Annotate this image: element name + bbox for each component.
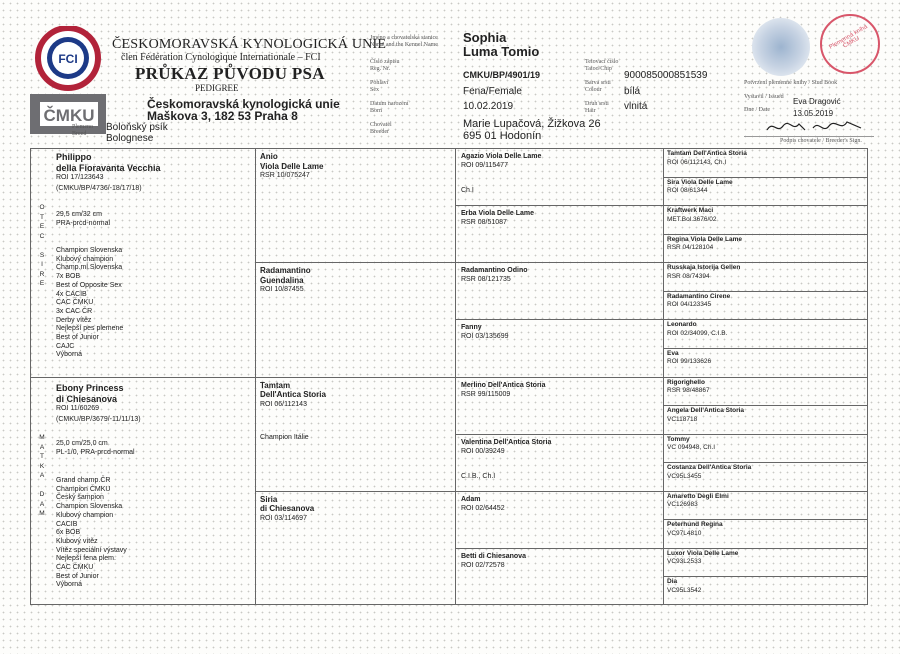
ancestor-reg: ROI 03/114697 xyxy=(260,514,307,522)
ancestor-reg: MET.Bol.3676/02 xyxy=(667,215,717,223)
great-grandparent-cell xyxy=(461,152,657,170)
ancestor-reg: ROI 06/112143 xyxy=(260,400,307,408)
side-letter: K xyxy=(39,462,45,470)
ancestor-name: Dell'Antica Storia xyxy=(260,390,326,399)
gen4-ancestor-cell xyxy=(667,464,864,481)
logo-fci-text: FCI xyxy=(58,52,78,66)
gen4-ancestor-cell xyxy=(667,293,864,310)
dog-breeder-line-2: 695 01 Hodonín xyxy=(463,130,542,142)
ancestor-name: Regina Viola Delle Lame xyxy=(667,235,743,243)
org-member: člen Fédération Cynologique Internationale – FCI xyxy=(121,52,321,63)
ancestor-reg: VC 094948, Ch.I xyxy=(667,444,716,452)
label-date: Dne / Date xyxy=(744,107,770,113)
ancestor-name: Kraftwerk Maci xyxy=(667,207,714,215)
dam-name-2: di Chiesanova xyxy=(56,393,118,404)
side-label-sire xyxy=(37,203,47,289)
ancestor-name: Anio xyxy=(260,152,278,161)
dam-title-line: Klubový champion xyxy=(56,511,114,519)
dog-born: 10.02.2019 xyxy=(463,101,514,112)
label-reg: Číslo zápisu Reg. Nr. xyxy=(370,59,400,72)
breed-cz: Boloňský psík xyxy=(106,122,168,133)
great-grandparent-cell xyxy=(461,323,657,341)
great-grandparent-cell xyxy=(461,209,657,227)
dog-chip: 900085000851539 xyxy=(624,70,708,81)
gen4-ancestor-cell xyxy=(667,578,864,595)
great-grandparent-cell xyxy=(461,266,657,284)
side-letter: T xyxy=(40,453,44,460)
sire-title-line: Champ.ml.Slovenska xyxy=(56,264,123,272)
side-letter: R xyxy=(39,270,45,278)
dam-title-line: Champion ČMKU xyxy=(56,485,111,493)
ancestor-reg: VC95L3455 xyxy=(667,472,702,480)
label-hair: Druh srsti Hair xyxy=(585,101,609,114)
grid-row-divider xyxy=(663,576,868,577)
ancestor-name: Radamantino xyxy=(260,266,311,276)
grid-row-divider xyxy=(255,262,868,263)
side-letter: A xyxy=(39,472,45,479)
ancestor-reg: VC95L3542 xyxy=(667,586,702,594)
dam-title-line: CAC ČMKU xyxy=(56,564,94,572)
address-line-2: Maškova 3, 182 53 Praha 8 xyxy=(147,109,298,123)
label-colour: Barva srsti Colour xyxy=(585,80,611,93)
grandparent-cell xyxy=(260,266,450,295)
ancestor-title: C.I.B., Ch.I xyxy=(461,472,496,480)
ancestor-title: Champion Itálie xyxy=(260,433,309,441)
ancestor-reg: VC97L4810 xyxy=(667,529,702,537)
dam-cell xyxy=(56,383,246,425)
dam-detail-line: PL-1/0, PRA-prcd-normal xyxy=(56,448,135,456)
side-letter: E xyxy=(39,280,45,287)
great-grandparent-cell xyxy=(461,438,657,456)
dam-title-line: Best of Junior xyxy=(56,572,99,580)
dam-title-line: Český šampion xyxy=(56,494,104,502)
dam-detail-line: 25,0 cm/25,0 cm xyxy=(56,440,108,447)
sire-title-line: Derby vítěz xyxy=(56,316,92,324)
dam-details xyxy=(56,440,246,457)
side-letter: A xyxy=(39,500,45,508)
ancestor-name: Adam xyxy=(461,495,481,503)
dog-hair: vlnitá xyxy=(624,101,648,112)
grid-row-divider xyxy=(663,291,868,292)
side-label-dam xyxy=(37,433,47,519)
side-letter: D xyxy=(39,491,45,498)
sire-title-line: Best of Opposite Sex xyxy=(56,281,122,289)
cmku-fci-logo xyxy=(28,26,108,136)
side-letter: E xyxy=(39,223,45,230)
side-letter: T xyxy=(40,213,44,221)
gen4-ancestor-cell xyxy=(667,407,864,424)
gen4-ancestor-cell xyxy=(667,179,864,196)
sire-reg: ROI 17/123643 xyxy=(56,174,104,181)
label-name: Jméno a chovatelská stanice Name and the Kennel Name xyxy=(370,35,438,48)
ancestor-name: Peterhund Regina xyxy=(667,521,723,529)
label-stud-confirm: Potvrzení plemenné knihy / Stud Book xyxy=(744,80,838,86)
ancestor-name: Tamtam Dell'Antica Storia xyxy=(667,150,747,157)
dog-sex: Fena/Female xyxy=(463,86,522,97)
sire-title-line: Výborná xyxy=(56,351,83,359)
side-letter: M xyxy=(39,510,45,517)
grid-row-divider xyxy=(455,434,868,435)
ancestor-name: Amaretto Degli Elmi xyxy=(667,492,729,500)
ancestor-name: Merlino Dell'Antica Storia xyxy=(461,381,546,389)
ancestor-name: Luxor Viola Delle Lame xyxy=(667,549,739,557)
address-line-1: Českomoravská kynologická unie xyxy=(147,97,340,111)
ancestor-name: Betti di Chiesanova xyxy=(461,552,526,560)
ancestor-name: Siria xyxy=(260,494,278,504)
ancestor-name: Fanny xyxy=(461,324,482,332)
ancestor-reg: ROI 06/112143, Ch.I xyxy=(667,158,727,166)
dog-name-line-1: Sophia xyxy=(463,30,507,45)
ancestor-name: Valentina Dell'Antica Storia xyxy=(461,438,552,446)
dam-titles xyxy=(56,477,246,590)
grid-row-divider xyxy=(663,519,868,520)
ancestor-reg: ROI 02/72578 xyxy=(461,561,505,569)
ancestor-reg: RSR 08/74394 xyxy=(667,272,710,280)
dam-reg: ROI 11/60269 xyxy=(56,405,100,412)
grid-row-divider xyxy=(455,548,868,549)
side-letter xyxy=(37,241,47,251)
ancestor-reg: VC118718 xyxy=(667,415,698,423)
sire-title-line: Champion Slovenska xyxy=(56,247,123,254)
org-name: ČESKOMORAVSKÁ KYNOLOGICKÁ UNIE xyxy=(112,37,387,52)
gen4-ancestor-cell xyxy=(667,150,864,167)
dog-breeder-line-1: Marie Lupačová, Žižkova 26 xyxy=(463,118,601,130)
gen4-ancestor-cell xyxy=(667,350,864,367)
label-tattoo: Tetovací číslo Tatoo/Chip xyxy=(585,59,619,72)
ancestor-name: Russkaja Istorija Gellen xyxy=(667,264,741,272)
side-letter: S xyxy=(39,251,45,259)
ancestor-name: Rigorighello xyxy=(667,378,705,386)
dog-name-line-2: Luma Tomio xyxy=(463,44,540,59)
gen4-ancestor-cell xyxy=(667,379,864,396)
ancestor-reg: ROI 10/87455 xyxy=(260,286,304,294)
dam-title-line: Grand champ.ČR xyxy=(56,477,111,484)
sire-detail-line: PRA-prcd-normal xyxy=(56,219,111,227)
ancestor-reg: ROI 08/61344 xyxy=(667,187,708,195)
great-grandparent-cell xyxy=(461,495,657,513)
ancestor-name: Angela Dell'Antica Storia xyxy=(667,407,745,415)
ancestor-reg: RSR 10/075247 xyxy=(260,172,310,179)
grid-row-divider xyxy=(663,177,868,178)
sire-detail-line: 29,5 cm/32 cm xyxy=(56,211,102,218)
gen4-ancestor-cell xyxy=(667,493,864,510)
sire-title-line: 3x CAC ČR xyxy=(56,307,93,315)
ancestor-reg: VC126983 xyxy=(667,501,698,509)
sire-title-line: CAJC xyxy=(56,342,75,350)
grid-row-divider xyxy=(663,348,868,349)
sire-title-line: CAC ČMKU xyxy=(56,299,94,307)
gen4-ancestor-cell xyxy=(667,436,864,453)
great-grandparent-cell xyxy=(461,381,657,399)
gen4-ancestor-cell xyxy=(667,521,864,538)
stud-book-stamp xyxy=(820,14,880,74)
grandparent-cell xyxy=(260,152,450,181)
sire-title-line: Best of Junior xyxy=(56,334,99,342)
ancestor-reg: ROI 02/64452 xyxy=(461,504,505,512)
ancestor-name: Tamtam xyxy=(260,380,291,390)
label-sex: Pohlaví Sex xyxy=(370,80,389,93)
side-letter: M xyxy=(39,434,45,441)
label-born: Datum narození Born xyxy=(370,101,409,114)
ancestor-reg: RSR 04/128104 xyxy=(667,244,714,252)
dam-title-line: Výborná xyxy=(56,581,83,589)
ancestor-reg: VC93L2533 xyxy=(667,558,702,566)
hologram-seal xyxy=(752,18,810,76)
dam-title-line: Klubový vítěz xyxy=(56,537,98,545)
breed-label: Plemeno Breed xyxy=(72,124,93,137)
grid-row-divider xyxy=(30,377,868,378)
side-letter: A xyxy=(39,443,45,451)
ancestor-name: Dia xyxy=(667,578,678,586)
grid-row-divider xyxy=(663,405,868,406)
grid-row-divider xyxy=(663,234,868,235)
gen4-ancestor-cell xyxy=(667,236,864,253)
ancestor-reg: ROI 04/123345 xyxy=(667,301,712,309)
ancestor-reg: ROI 02/34099, C.I.B. xyxy=(667,329,728,337)
ancestor-name: Erba Viola Delle Lame xyxy=(461,210,535,218)
ancestor-reg: ROI 00/39249 xyxy=(461,447,505,455)
label-issued: Vystavil / Issued xyxy=(744,94,784,100)
ancestor-title: Ch.I xyxy=(461,187,474,194)
gen4-ancestor-cell xyxy=(667,207,864,224)
grandparent-cell xyxy=(260,381,450,410)
sire-titles xyxy=(56,247,246,360)
dog-colour: bílá xyxy=(624,86,641,97)
ancestor-reg: ROI 03/135699 xyxy=(461,333,509,341)
sire-name-2: della Fioravanta Vecchia xyxy=(56,162,161,173)
breeder-signature xyxy=(765,118,865,136)
dam-reg-2: (CMKU/BP/3679/-11/11/13) xyxy=(56,415,141,423)
document-subtitle: PEDIGREE xyxy=(195,83,239,93)
logo-cmku-text: ČMKU xyxy=(43,106,95,125)
dam-title-line: Champion Slovenska xyxy=(56,503,123,511)
great-grandparent-cell xyxy=(461,552,657,570)
ancestor-name: Viola Delle Lame xyxy=(260,161,324,171)
side-letter: O xyxy=(39,204,45,211)
gen4-ancestor-cell xyxy=(667,321,864,338)
sire-reg-2: (CMKU/BP/4736/-18/17/18) xyxy=(56,184,142,192)
side-letter xyxy=(37,481,47,491)
label-signature: Podpis chovatele / Breeder's Sign. xyxy=(780,138,862,144)
stud-date: 13.05.2019 xyxy=(793,109,834,118)
sire-name-1: Philippo xyxy=(56,152,92,162)
sire-cell xyxy=(56,152,246,194)
stud-issued-by: Eva Dragović xyxy=(793,97,841,106)
ancestor-reg: RSR 08/121735 xyxy=(461,276,511,284)
dam-title-line: Nejlepší fena plem. xyxy=(56,555,116,563)
ancestor-name: Agazio Viola Delle Lame xyxy=(461,153,542,160)
side-letter: C xyxy=(39,232,45,240)
stamp-text: Plemenná kniha ČMKU xyxy=(828,24,869,51)
grandparent-cell xyxy=(260,495,450,524)
sire-title-line: Klubový champion xyxy=(56,255,114,263)
ancestor-name: di Chiesanova xyxy=(260,504,315,514)
dam-title-line: Vítěz speciální výstavy xyxy=(56,546,127,554)
ancestor-name: Sira Viola Delle Lame xyxy=(667,178,733,186)
grid-row-divider xyxy=(455,319,868,320)
label-breeder: Chovatel Breeder xyxy=(370,122,392,135)
ancestor-reg: RSR 99/115009 xyxy=(461,390,511,398)
gen4-ancestor-cell xyxy=(667,550,864,567)
document-title: PRŮKAZ PŮVODU PSA xyxy=(135,64,325,83)
gen4-ancestor-cell xyxy=(667,264,864,281)
ancestor-name: Radamantino Cirene xyxy=(667,292,731,300)
dam-title-line: 6x BOB xyxy=(56,529,81,537)
ancestor-name: Eva xyxy=(667,349,679,357)
breed-en: Bolognese xyxy=(106,133,154,144)
ancestor-name: Costanza Dell'Antica Storia xyxy=(667,464,752,472)
ancestor-name: Leonardo xyxy=(667,321,697,329)
ancestor-name: Radamantino Odino xyxy=(461,267,528,275)
signature-line xyxy=(744,136,874,137)
sire-title-line: 4x CACIB xyxy=(56,290,87,298)
grid-row-divider xyxy=(255,491,868,492)
ancestor-name: Tommy xyxy=(667,435,690,443)
ancestor-reg: ROI 99/133626 xyxy=(667,358,712,366)
side-letter: I xyxy=(41,261,43,268)
ancestor-name: Guendalina xyxy=(260,275,304,285)
ancestor-reg: ROI 09/115477 xyxy=(461,162,508,169)
sire-title-line: Nejlepší pes plemene xyxy=(56,325,124,333)
dam-title-line: CACIB xyxy=(56,520,78,528)
grid-row-divider xyxy=(455,205,868,206)
ancestor-reg: RSR 98/48867 xyxy=(667,387,710,394)
sire-title-line: 7x BOB xyxy=(56,273,81,281)
ancestor-reg: RSR 08/51087 xyxy=(461,219,507,227)
grid-row-divider xyxy=(663,462,868,463)
dam-name-1: Ebony Princess xyxy=(56,383,124,393)
sire-details xyxy=(56,211,246,228)
dog-reg: CMKU/BP/4901/19 xyxy=(463,70,541,80)
